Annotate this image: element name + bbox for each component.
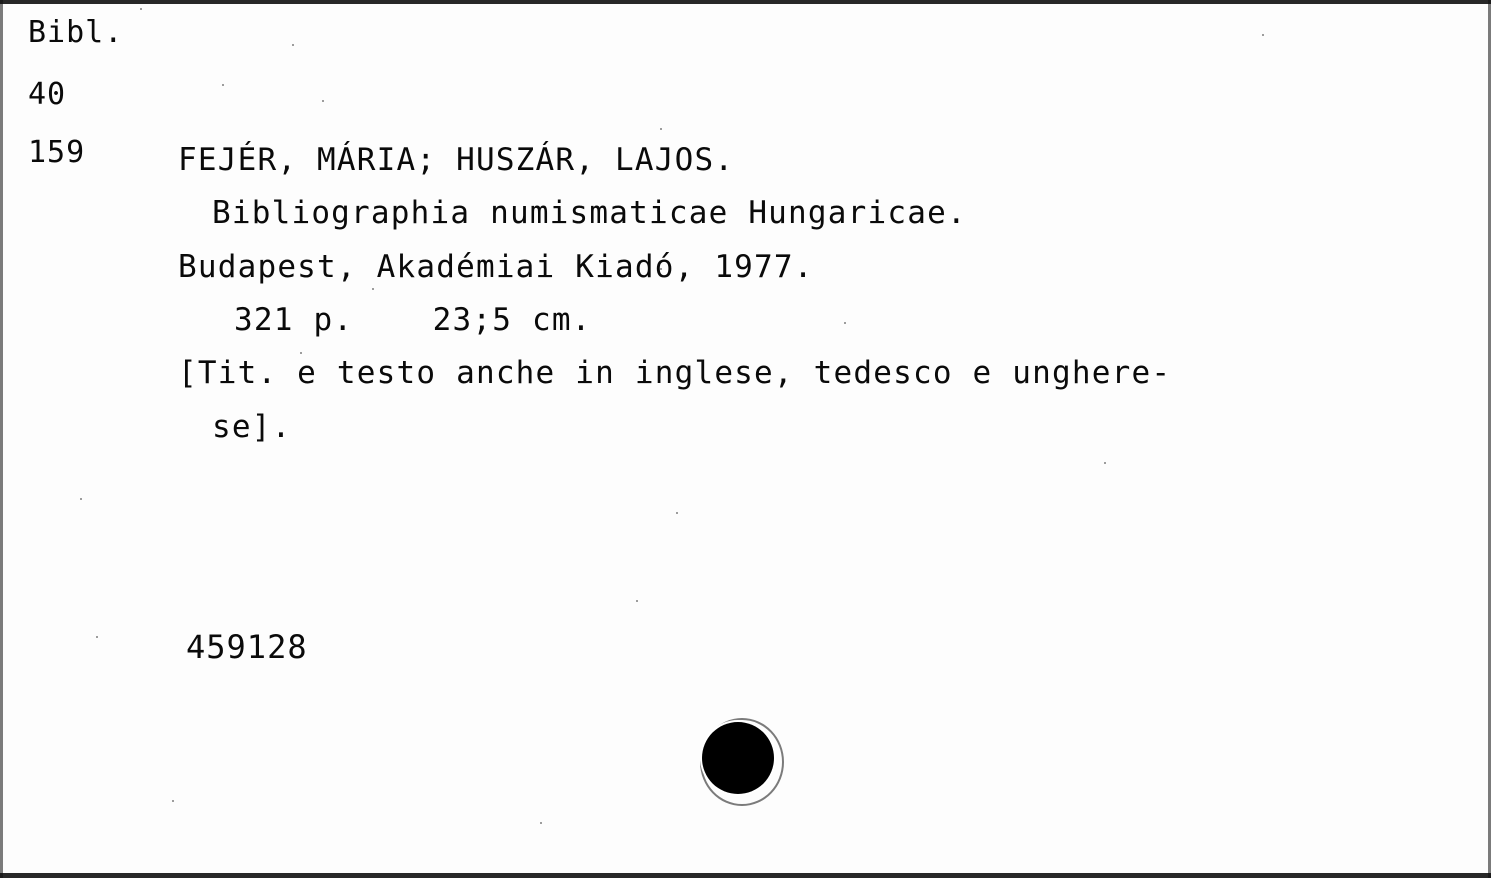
- scan-speckle: [636, 600, 638, 602]
- scan-speckle: [222, 84, 224, 86]
- punch-hole: [702, 722, 774, 794]
- scan-speckle: [322, 100, 324, 102]
- card-bottom-edge: [0, 873, 1491, 878]
- scan-speckle: [1262, 34, 1264, 36]
- entry-line-title: Bibliographia numismaticae Hungaricae.: [212, 195, 967, 232]
- card-top-edge: [0, 0, 1491, 4]
- call-number-collection: Bibl.: [28, 15, 124, 50]
- scan-speckle: [1104, 462, 1106, 464]
- scan-speckle: [660, 128, 662, 130]
- entry-line-note-2: se].: [212, 408, 292, 445]
- scan-speckle: [80, 498, 82, 500]
- record-id: 459128: [186, 628, 308, 666]
- call-number-class: 40: [28, 77, 67, 112]
- scan-speckle: [292, 44, 294, 46]
- scan-speckle: [140, 8, 142, 10]
- call-number-item: 159: [28, 135, 86, 170]
- scan-speckle: [96, 636, 98, 638]
- entry-line-note-1: [Tit. e testo anche in inglese, tedesco e unghere-: [178, 355, 1172, 392]
- scan-speckle: [676, 512, 678, 514]
- entry-line-author: FEJÉR, MÁRIA; HUSZÁR, LAJOS.: [178, 142, 735, 178]
- scan-speckle: [540, 822, 542, 824]
- card-left-edge: [0, 0, 3, 878]
- entry-line-imprint: Budapest, Akadémiai Kiadó, 1977.: [178, 248, 814, 285]
- scan-speckle: [172, 800, 174, 802]
- bibliographic-entry: [178, 134, 1458, 454]
- entry-line-collation: 321 p. 23;5 cm.: [234, 301, 592, 338]
